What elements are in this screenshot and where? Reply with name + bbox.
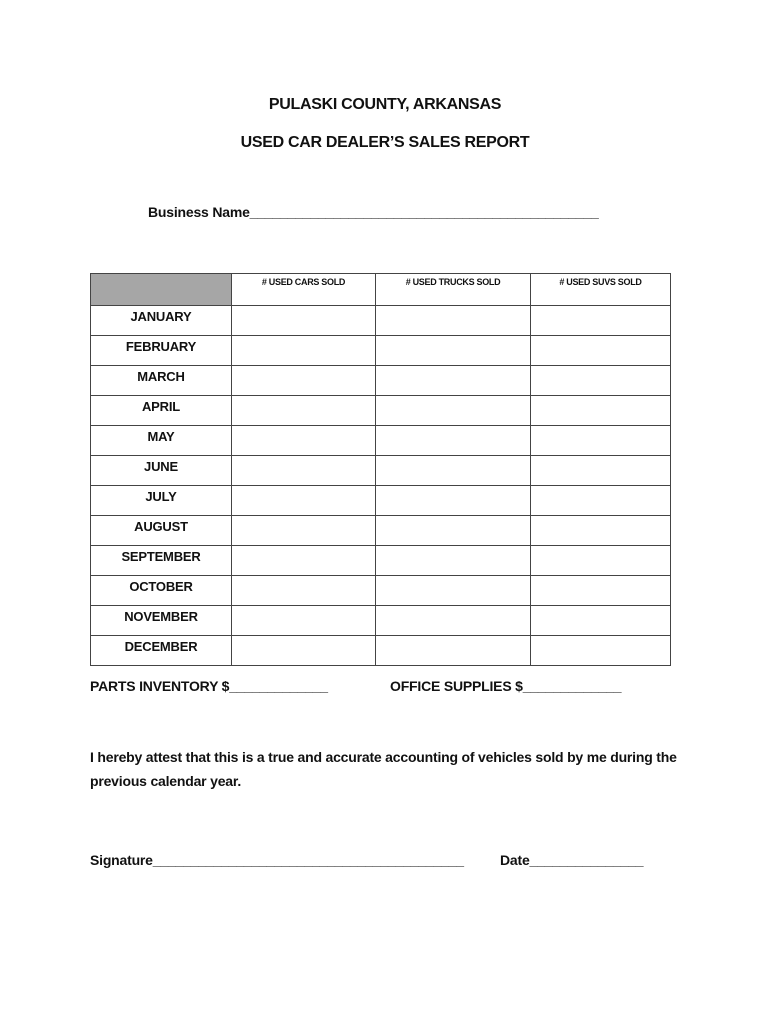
used-suvs-cell[interactable] [531,336,671,366]
used-trucks-cell[interactable] [376,306,531,336]
office-supplies-field[interactable]: OFFICE SUPPLIES $_____________ [390,678,622,694]
used-suvs-cell[interactable] [531,396,671,426]
table-row [91,486,671,516]
table-row [91,516,671,546]
signature-field[interactable]: Signature_________________________________________ [90,852,464,868]
used-suvs-cell[interactable] [531,546,671,576]
month-label: FEBRUARY [91,336,232,366]
header-corner-cell [91,274,232,306]
used-suvs-cell[interactable] [531,306,671,336]
month-label: OCTOBER [91,576,232,606]
table-row [91,606,671,636]
used-trucks-cell[interactable] [376,576,531,606]
used-cars-cell[interactable] [232,396,376,426]
table-row [91,576,671,606]
month-label: APRIL [91,396,232,426]
month-label: JULY [91,486,232,516]
month-label: JANUARY [91,306,232,336]
used-cars-cell[interactable] [232,306,376,336]
used-cars-cell[interactable] [232,606,376,636]
used-suvs-cell[interactable] [531,516,671,546]
attestation-text: I hereby attest that this is a true and accurate accounting of vehicles sold by me during the previous calendar year. [90,749,677,789]
used-trucks-cell[interactable] [376,426,531,456]
month-label: JUNE [91,456,232,486]
used-trucks-cell[interactable] [376,516,531,546]
sales-table [90,273,671,666]
used-suvs-cell[interactable] [531,456,671,486]
used-cars-cell[interactable] [232,426,376,456]
date-field[interactable]: Date_______________ [500,852,644,868]
used-cars-cell[interactable] [232,336,376,366]
used-trucks-cell[interactable] [376,336,531,366]
used-cars-cell[interactable] [232,366,376,396]
used-cars-cell[interactable] [232,516,376,546]
header-used-suvs: # USED SUVS SOLD [531,274,671,306]
table-row [91,336,671,366]
business-name-field[interactable]: Business Name______________________________________________ [148,204,599,220]
used-trucks-cell[interactable] [376,366,531,396]
month-label: SEPTEMBER [91,546,232,576]
table-row [91,636,671,666]
table-row [91,426,671,456]
used-cars-cell[interactable] [232,576,376,606]
month-label: MAY [91,426,232,456]
month-label: MARCH [91,366,232,396]
used-cars-cell[interactable] [232,456,376,486]
used-trucks-cell[interactable] [376,486,531,516]
table-row [91,396,671,426]
used-trucks-cell[interactable] [376,456,531,486]
used-suvs-cell[interactable] [531,366,671,396]
table-row [91,366,671,396]
table-row [91,456,671,486]
title-report: USED CAR DEALER’S SALES REPORT [240,134,530,151]
used-cars-cell[interactable] [232,486,376,516]
month-label: NOVEMBER [91,606,232,636]
used-suvs-cell[interactable] [531,576,671,606]
used-cars-cell[interactable] [232,636,376,666]
used-trucks-cell[interactable] [376,636,531,666]
used-trucks-cell[interactable] [376,606,531,636]
parts-inventory-field[interactable]: PARTS INVENTORY $_____________ [90,678,328,694]
header-used-cars: # USED CARS SOLD [232,274,376,306]
table-header-row [91,274,671,306]
month-label: AUGUST [91,516,232,546]
used-suvs-cell[interactable] [531,486,671,516]
used-suvs-cell[interactable] [531,426,671,456]
used-trucks-cell[interactable] [376,396,531,426]
header-used-trucks: # USED TRUCKS SOLD [376,274,531,306]
used-suvs-cell[interactable] [531,606,671,636]
table-row [91,306,671,336]
used-trucks-cell[interactable] [376,546,531,576]
title-county: PULASKI COUNTY, ARKANSAS [268,96,502,113]
table-row [91,546,671,576]
used-cars-cell[interactable] [232,546,376,576]
month-label: DECEMBER [91,636,232,666]
used-suvs-cell[interactable] [531,636,671,666]
